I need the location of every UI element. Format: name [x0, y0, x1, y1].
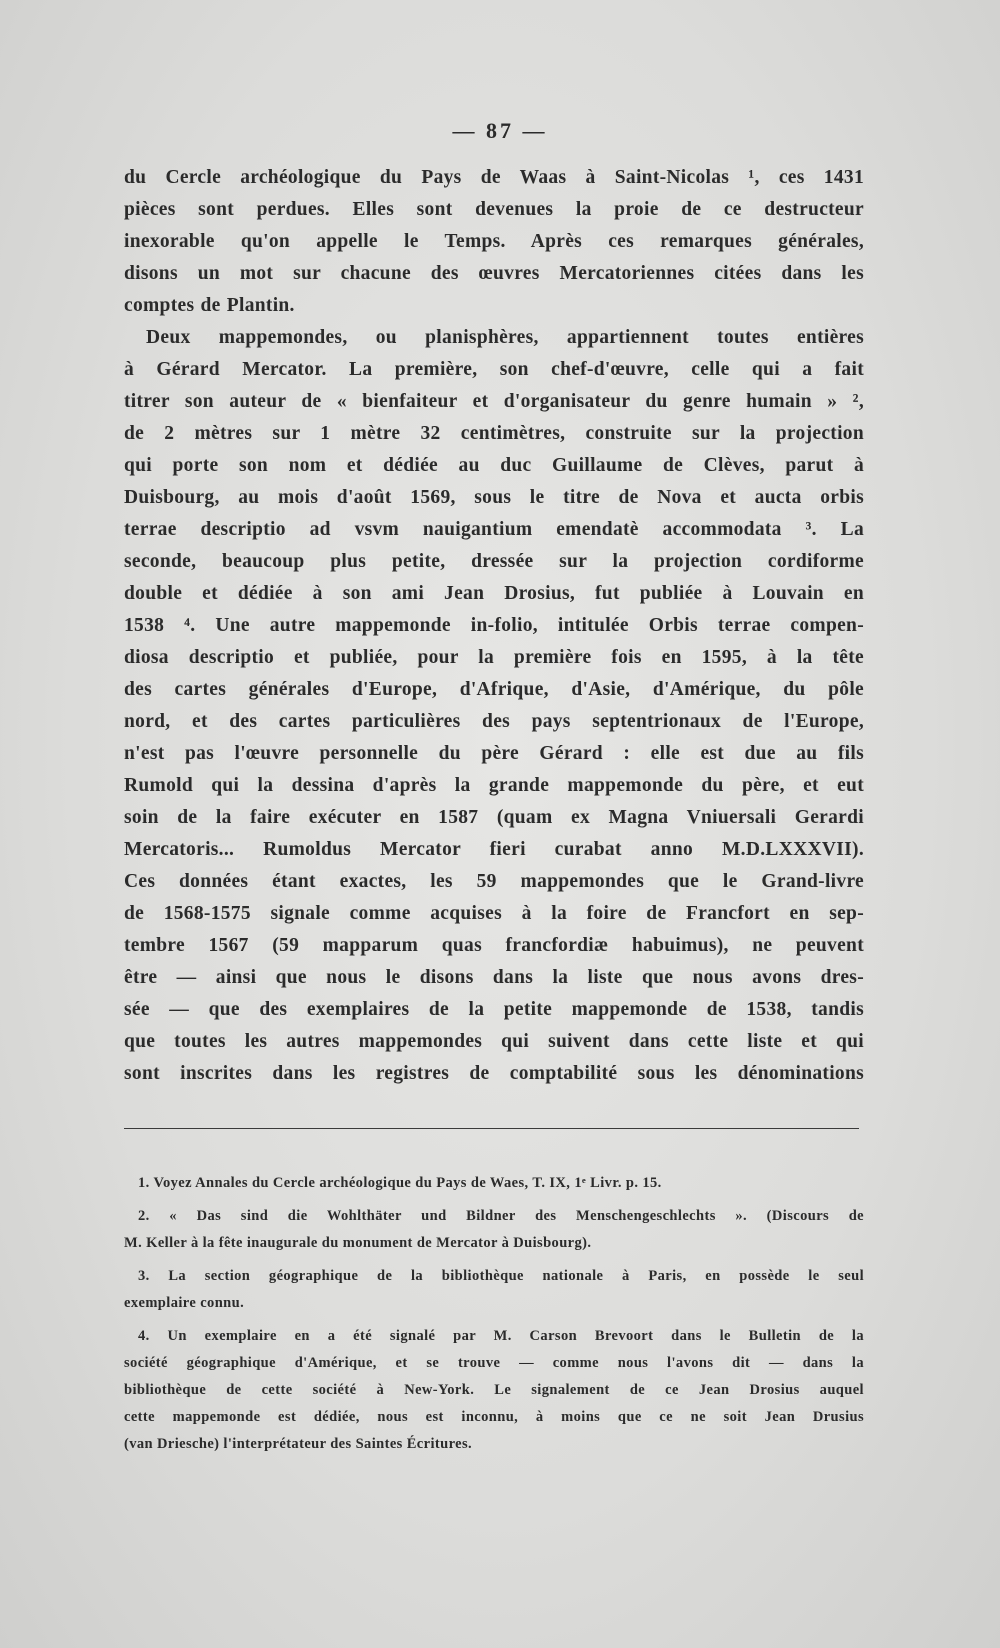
text-line: diosa descriptio et publiée, pour la première fois en 1595, à la tête [124, 647, 864, 668]
main-text [124, 162, 864, 1090]
footnote-line: 3. La section géographique de la bibliothèque nationale à Paris, en possède le seul [138, 1268, 864, 1284]
footnote-line: cette mappemonde est dédiée, nous est inconnu, à moins que ce ne soit Jean Drusius [124, 1409, 864, 1425]
footnote-line: (van Driesche) l'interprétateur des Saintes Écritures. [124, 1436, 473, 1452]
text-line: sée — que des exemplaires de la petite mappemonde de 1538, tandis [124, 999, 864, 1020]
text-line: comptes de Plantin. [124, 295, 295, 316]
text-line: disons un mot sur chacune des œuvres Mercatoriennes citées dans les [124, 263, 864, 284]
text-line: Duisbourg, au mois d'août 1569, sous le titre de Nova et aucta orbis [124, 487, 864, 508]
text-line: Rumold qui la dessina d'après la grande mappemonde du père, et eut [124, 775, 864, 796]
text-line: pièces sont perdues. Elles sont devenues la proie de ce destructeur [124, 199, 864, 220]
text-line: titrer son auteur de « bienfaiteur et d'organisateur du genre humain » ², [124, 391, 864, 412]
text-line: de 1568-1575 signale comme acquises à la foire de Francfort en sep- [124, 903, 864, 924]
footnotes [124, 1170, 864, 1458]
text-line: à Gérard Mercator. La première, son chef-d'œuvre, celle qui a fait [124, 359, 864, 380]
text-line: seconde, beaucoup plus petite, dressée sur la projection cordiforme [124, 551, 864, 572]
text-line: des cartes générales d'Europe, d'Afrique, d'Asie, d'Amérique, du pôle [124, 679, 864, 700]
footnote-divider [124, 1128, 859, 1129]
footnote-line: M. Keller à la fête inaugurale du monument de Mercator à Duisbourg). [124, 1235, 592, 1251]
text-line: Mercatoris... Rumoldus Mercator fieri curabat anno M.D.LXXXVII). [124, 839, 864, 860]
footnote-line: 2. « Das sind die Wohlthäter und Bildner des Menschengeschlechts ». (Discours de [138, 1208, 864, 1224]
text-line: Deux mappemondes, ou planisphères, appartiennent toutes entières [146, 327, 864, 348]
page-number: — 87 — [452, 118, 548, 143]
text-line: nord, et des cartes particulières des pays septentrionaux de l'Europe, [124, 711, 864, 732]
text-line: du Cercle archéologique du Pays de Waas à Saint-Nicolas ¹, ces 1431 [124, 167, 864, 188]
text-line: que toutes les autres mappemondes qui suivent dans cette liste et qui [124, 1031, 864, 1052]
text-line: terrae descriptio ad vsvm nauigantium emendatè accommodata ³. La [124, 519, 864, 540]
text-line: 1538 ⁴. Une autre mappemonde in-folio, intitulée Orbis terrae compen- [124, 615, 864, 636]
text-line: de 2 mètres sur 1 mètre 32 centimètres, construite sur la projection [124, 423, 864, 444]
footnote-line: société géographique d'Amérique, et se trouve — comme nous l'avons dit — dans la [124, 1355, 864, 1371]
text-line: double et dédiée à son ami Jean Drosius, fut publiée à Louvain en [124, 583, 864, 604]
footnote-line: 1. Voyez Annales du Cercle archéologique du Pays de Waes, T. IX, 1ᵉ Livr. p. 15. [138, 1175, 662, 1191]
text-line: n'est pas l'œuvre personnelle du père Gérard : elle est due au fils [124, 743, 864, 764]
text-line: Ces données étant exactes, les 59 mappemondes que le Grand-livre [124, 871, 864, 892]
text-line: sont inscrites dans les registres de comptabilité sous les dénominations [124, 1063, 864, 1084]
text-line: tembre 1567 (59 mapparum quas francfordiæ habuimus), ne peuvent [124, 935, 864, 956]
text-line: être — ainsi que nous le disons dans la liste que nous avons dres- [124, 967, 864, 988]
text-line: soin de la faire exécuter en 1587 (quam ex Magna Vniuersali Gerardi [124, 807, 864, 828]
text-line: inexorable qu'on appelle le Temps. Après ces remarques générales, [124, 231, 864, 252]
footnote-line: bibliothèque de cette société à New-York. Le signalement de ce Jean Drosius auquel [124, 1382, 864, 1398]
footnote-line: 4. Un exemplaire en a été signalé par M. Carson Brevoort dans le Bulletin de la [138, 1328, 864, 1344]
text-line: qui porte son nom et dédiée au duc Guillaume de Clèves, parut à [124, 455, 864, 476]
footnote-line: exemplaire connu. [124, 1295, 245, 1311]
